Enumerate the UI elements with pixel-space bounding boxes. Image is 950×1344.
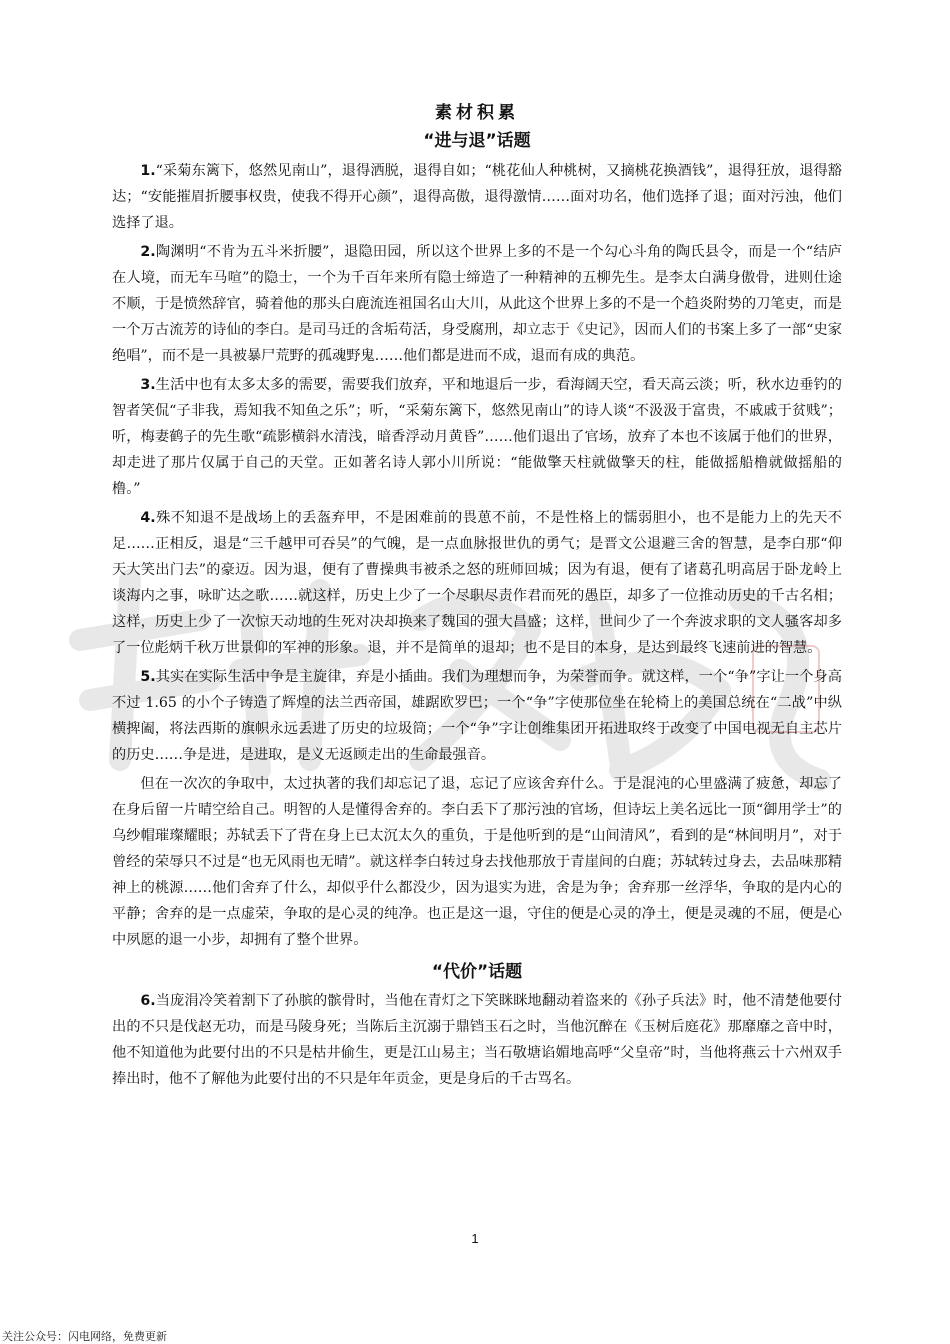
topic-title-advance-retreat: “进与退”话题 [423,131,531,151]
paragraph [112,372,842,502]
paragraph-number: 2. [140,244,156,260]
paragraph-text: 但在一次次的争取中，太过执著的我们却忘记了退，忘记了应该舍弃什么。于是混沌的心里盛满了疲惫，却忘了在身后留一片晴空给自己。明智的人是懂得舍弃的。李白丢下了那污浊的官场，但诗坛上美名远比一顶“御用学士”的乌纱帽璀璨耀眼；苏轼丢下了背在身上已太沉太久的重负，于是他听到的是“山间清风”，看到的是“林间明月”，对于曾经的荣辱只不过是“也无风雨也无晴”。就这样李白转过身去找他那放于青崖间的白鹿；苏轼转过身去，去品味那精神上的桃源……他们舍弃了什么，却似乎什么都没少，因为退实为进，舍是为争；舍弃那一丝浮华，争取的是内心的平静；舍弃的是一点虚荣，争取的是心灵的纯净。也正是这一退，守住的便是心灵的净土，便是灵魂的不屈，便是心中夙愿的退一小步，却拥有了整个世界。 [112,776,842,948]
topic-title-cost: “代价”话题 [431,962,523,982]
paragraph [112,239,842,369]
paragraph-number: 1. [140,163,156,179]
paragraph [112,505,842,661]
paragraph-number: 3. [140,377,156,393]
paragraph-text: “采菊东篱下，悠然见南山”，退得洒脱，退得自如；“桃花仙人种桃树，又摘桃花换酒钱”，退得狂放，退得豁达；“安能摧眉折腰事权贵，使我不得开心颜”，退得高傲，退得激情……面对功名，他们选择了退；面对污浊，他们选择了退。 [112,163,842,231]
paragraph [112,771,842,953]
paragraph-number: 5. [140,669,156,685]
paragraph-list [112,158,842,953]
paragraph-text: 其实在实际生活中争是主旋律，弃是小插曲。我们为理想而争，为荣誉而争。就这样，一个“争”字让一个身高不过 1.65 的小个子铸造了辉煌的法兰西帝国，雄踞欧罗巴；一个“争”字使那位坐在轮椅上的美国总统在“二战”中纵横捭阖，将法西斯的旗帜永远丢进了历史的垃圾筒；一个“争”字让创维集团开拓进取终于改变了中国电视无自主芯片的历史……争是进，是进取，是义无返顾走出的生命最强音。 [112,669,842,763]
paragraph-text: 殊不知退不是战场上的丢盔弃甲，不是困难前的畏葸不前，不是性格上的懦弱胆小，也不是能力上的先天不足……正相反，退是“三千越甲可吞吴”的气魄，是一点血脉报世仇的勇气；是晋文公退避三舍的智慧，是李白那“仰天大笑出门去”的豪迈。因为退，便有了曹操典韦被杀之怒的班师回城；因为有退，便有了诸葛孔明高居于卧龙岭上谈海内之事，咏旷达之歌……就这样，历史上少了一个尽职尽责作君而死的愚臣，却多了一位推动历史的千古名相；这样，历史上少了一次惊天动地的生死对决却换来了魏国的强大昌盛；这样，世间少了一个奔波求职的文人骚客却多了一位彪炳千秋万世景仰的军神的形象。退，并不是简单的退却；也不是目的本身，是达到最终飞速前进的智慧。 [112,510,842,656]
document-title: 素材积累 [435,103,519,123]
page-number: 1 [471,1231,479,1246]
paragraph-number: 4. [140,510,156,526]
paragraph-text: 生活中也有太多太多的需要，需要我们放弃，平和地退后一步，看海阔天空，看天高云淡；听，秋水边垂钓的智者笑侃“子非我，焉知我不知鱼之乐”；听，“采菊东篱下，悠然见南山”的诗人谈“不汲汲于富贵，不戚戚于贫贱”；听，梅妻鹤子的先生歌“疏影横斜水清浅，暗香浮动月黄昏”……他们退出了官场，放弃了本也不该属于他们的世界，却走进了那片仅属于自己的天堂。正如著名诗人郭小川所说：“能做擎天柱就做擎天的柱，能做摇船橹就做摇船的橹。” [112,377,842,497]
paragraph-number: 6. [140,993,156,1009]
paragraph-list-cost [112,988,842,1092]
paragraph [112,158,842,236]
paragraph [112,988,842,1092]
paragraph [112,664,842,768]
paragraph-text: 当庞涓冷笑着割下了孙膑的髌骨时，当他在青灯之下笑眯眯地翻动着盗来的《孙子兵法》时，他不清楚他要付出的不只是伐赵无功，而是马陵身死；当陈后主沉溺于鼎铛玉石之时，当他沉醉在《玉树后庭花》那靡靡之音中时，他不知道他为此要付出的不只是枯井偷生，更是江山易主；当石敬塘谄媚地高呼“父皇帝”时，当他将燕云十六州双手捧出时，他不了解他为此要付出的不只是年年贡金，更是身后的千古骂名。 [112,993,842,1087]
paragraph-text: 陶渊明“不肯为五斗米折腰”，退隐田园，所以这个世界上多的不是一个勾心斗角的陶氏县令，而是一个“结庐在人境，而无车马喧”的隐士，一个为千百年来所有隐士缔造了一种精神的五柳先生。是李太白满身傲骨，进则仕途不顺，于是愤然辞官，骑着他的那头白鹿流连祖国名山大川，从此这个世界上多的不是一个趋炎附势的刀笔吏，而是一个万古流芳的诗仙的李白。是司马迁的含垢苟活，身受腐刑，却立志于《史记》，因而人们的书案上多了一部“史家绝唱”，而不是一具被暴尸荒野的孤魂野鬼……他们都是进而不成，退而有成的典范。 [112,244,842,364]
footer-note: 关注公众号：闪电网络，免费更新 [2,1330,167,1343]
document-page [112,100,842,1095]
